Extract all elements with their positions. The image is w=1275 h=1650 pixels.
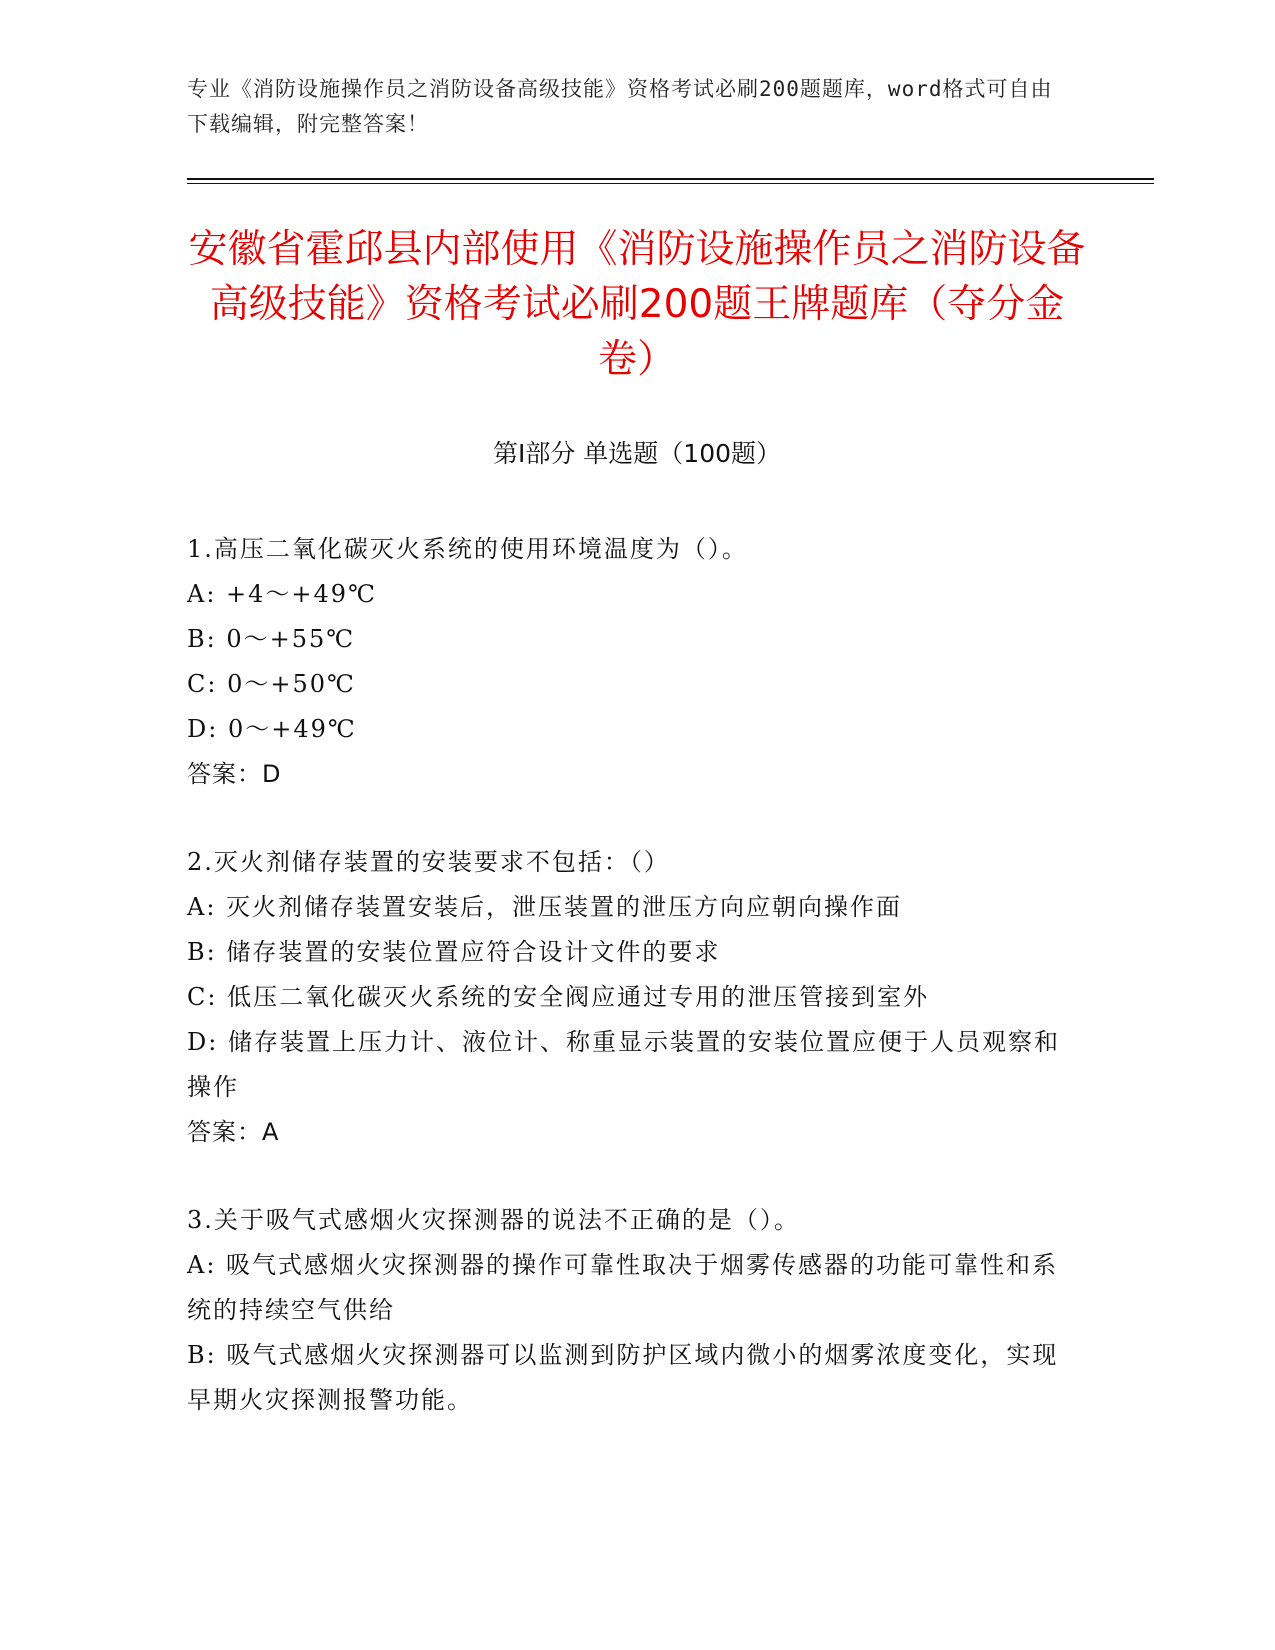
option-a: A: 吸气式感烟火灾探测器的操作可靠性取决于烟雾传感器的功能可靠性和系统的持续空气供给	[187, 1251, 1059, 1324]
header-note: 专业《消防设施操作员之消防设备高级技能》资格考试必刷200题题库，word格式可自由下载编辑，附完整答案！	[187, 77, 1053, 136]
option-d: D: 0～+49℃	[187, 715, 357, 743]
option-c: C: 低压二氧化碳灭火系统的安全阀应通过专用的泄压管接到室外	[187, 983, 930, 1011]
option-d: D: 储存装置上压力计、液位计、称重显示装置的安装位置应便于人员观察和操作	[187, 1028, 1060, 1101]
question-stem: 1.高压二氧化碳灭火系统的使用环境温度为（）。	[187, 535, 748, 563]
question-list	[187, 527, 1067, 1466]
option-b: B: 0～+55℃	[187, 625, 356, 653]
document-title: 安徽省霍邱县内部使用《消防设施操作员之消防设备高级技能》资格考试必刷200题王牌题库（夺分金卷）	[188, 227, 1086, 382]
option-a: A: 灭火剂储存装置安装后，泄压装置的泄压方向应朝向操作面	[187, 893, 903, 921]
answer-line: 答案：D	[187, 760, 282, 788]
question-3	[187, 1198, 1067, 1423]
section-title: 第Ⅰ部分 单选题（100题）	[492, 439, 782, 468]
question-2	[187, 840, 1067, 1155]
option-c: C: 0～+50℃	[187, 670, 356, 698]
option-b: B: 吸气式感烟火灾探测器可以监测到防护区域内微小的烟雾浓度变化，实现早期火灾探测报警功能。	[187, 1341, 1059, 1414]
header-rule-thin	[187, 183, 1154, 184]
option-b: B: 储存装置的安装位置应符合设计文件的要求	[187, 938, 721, 966]
header-rule-thick	[187, 178, 1154, 180]
option-a: A: +4～+49℃	[187, 580, 377, 608]
answer-line: 答案：A	[187, 1118, 280, 1146]
question-stem: 3.关于吸气式感烟火灾探测器的说法不正确的是（）。	[187, 1206, 800, 1234]
question-1	[187, 527, 1067, 797]
question-stem: 2.灭火剂储存装置的安装要求不包括：（）	[187, 848, 670, 876]
